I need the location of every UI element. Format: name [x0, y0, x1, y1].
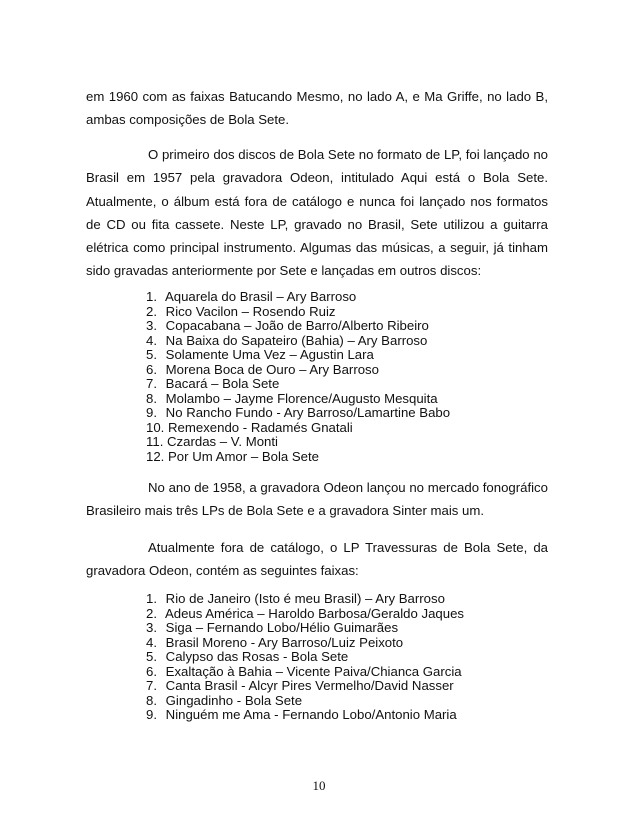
- list-item: 2. Rico Vacilon – Rosendo Ruiz: [146, 303, 336, 319]
- list-item: 10. Remexendo - Radamés Gnatali: [146, 419, 353, 435]
- list-item: 8. Gingadinho - Bola Sete: [146, 692, 303, 708]
- paragraph-travessuras: Atualmente fora de catálogo, o LP Travessuras de Bola Sete, da gravadora Odeon, contém as seguintes faixas:: [86, 540, 548, 579]
- list-item: 5. Solamente Uma Vez – Agustin Lara: [146, 347, 374, 362]
- paragraph-1958: No ano de 1958, a gravadora Odeon lançou no mercado fonográfico Brasileiro mais três LPs de Bola Sete e a gravadora Sinter mais um.: [86, 480, 548, 519]
- list-item: 6. Morena Boca de Ouro – Ary Barroso: [146, 361, 379, 377]
- list-item: 2. Adeus América – Haroldo Barbosa/Geraldo Jaques: [146, 605, 465, 621]
- list-item: 3. Siga – Fernando Lobo/Hélio Guimarães: [146, 620, 399, 635]
- list-item: 7. Canta Brasil - Alcyr Pires Vermelho/David Nasser: [146, 678, 454, 693]
- list-item: 6. Exaltação à Bahia – Vicente Paiva/Chianca Garcia: [146, 663, 462, 679]
- paragraph-first-lp: O primeiro dos discos de Bola Sete no formato de LP, foi lançado no Brasil em 1957 pela gravadora Odeon, intitulado Aqui está o Bola Sete. Atualmente, o álbum está fora de catálogo e nunca foi lançado nos formatos de CD ou fita cassete. Neste LP, gravado no Brasil, Sete utilizou a guitarra elétrica como principal instrumento. Algumas das músicas, a seguir, já tinham sido gravadas anteriormente por Sete e lançadas em outros discos:: [86, 147, 548, 279]
- paragraph-intro: em 1960 com as faixas Batucando Mesmo, no lado A, e Ma Griffe, no lado B, ambas composições de Bola Sete.: [86, 89, 548, 128]
- list-item: 3. Copacabana – João de Barro/Alberto Ribeiro: [146, 318, 429, 333]
- list-item: 12. Por Um Amor – Bola Sete: [146, 448, 320, 464]
- page-number: 10: [312, 778, 326, 793]
- list-item: 9. No Rancho Fundo - Ary Barroso/Lamartine Babo: [146, 405, 451, 420]
- list-item: 1. Rio de Janeiro (Isto é meu Brasil) – Ary Barroso: [146, 591, 445, 606]
- list-item: 9. Ninguém me Ama - Fernando Lobo/Antonio Maria: [146, 707, 457, 722]
- list-item: 4. Na Baixa do Sapateiro (Bahia) – Ary Barroso: [146, 332, 428, 348]
- list-item: 11. Czardas – V. Monti: [146, 434, 278, 449]
- track-list-travessuras: [146, 592, 464, 723]
- list-item: 4. Brasil Moreno - Ary Barroso/Luiz Peixoto: [146, 634, 404, 650]
- list-item: 8. Molambo – Jayme Florence/Augusto Mesquita: [146, 390, 438, 406]
- track-list-aqui-esta: [146, 290, 450, 464]
- list-item: 7. Bacará – Bola Sete: [146, 376, 280, 391]
- list-item: 1. Aquarela do Brasil – Ary Barroso: [146, 289, 357, 304]
- list-item: 5. Calypso das Rosas - Bola Sete: [146, 649, 349, 664]
